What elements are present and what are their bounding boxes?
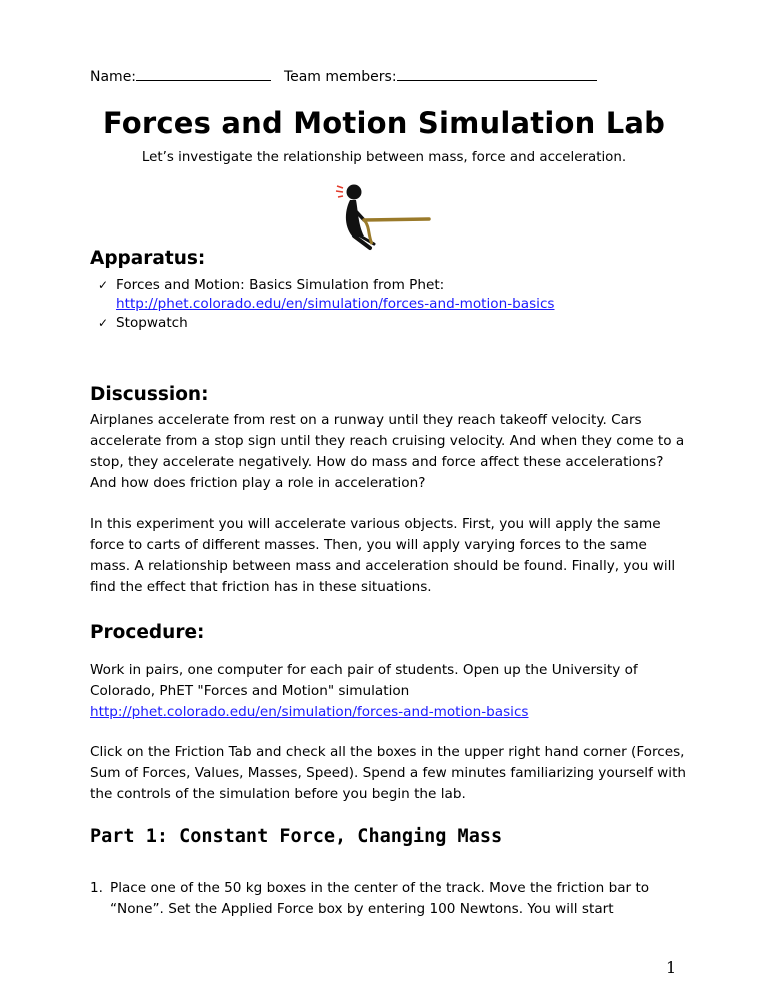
team-members-blank[interactable] — [397, 66, 597, 81]
name-blank[interactable] — [136, 66, 271, 81]
list-item — [90, 314, 690, 333]
discussion-paragraph-2: In this experiment you will accelerate various objects. First, you will apply the same force to carts of different masses. Then, you will apply varying forces to the same mass. A relationship between mass and acceleration should be found. Finally, you will find the effect that friction has in these situations. — [90, 516, 676, 595]
rope-icon — [364, 219, 429, 220]
discussion-heading: Discussion: — [90, 384, 209, 405]
page-subtitle: Let’s investigate the relationship between mass, force and acceleration. — [141, 150, 627, 165]
phet-simulation-link[interactable]: http://phet.colorado.edu/en/simulation/forces-and-motion-basics — [90, 704, 529, 720]
page-number: 1 — [666, 958, 677, 977]
procedure-paragraph-1 — [90, 660, 690, 723]
discussion-paragraph-1: Airplanes accelerate from rest on a runway until they reach takeoff velocity. Cars accelerate from a stop sign until they reach cruising velocity. And when they come to a stop, they accelerate negatively. How do mass and force affect these accelerations? And how does friction play a role in acceleration? — [90, 412, 685, 491]
apparatus-heading: Apparatus: — [90, 248, 206, 269]
apparatus-list — [90, 276, 690, 333]
team-members-label: Team members: — [283, 69, 397, 85]
name-label: Name: — [90, 69, 137, 85]
apparatus-item-text: Stopwatch — [116, 315, 188, 331]
figure-head-icon — [347, 185, 362, 200]
header-fields — [90, 66, 690, 85]
phet-simulation-link[interactable]: http://phet.colorado.edu/en/simulation/forces-and-motion-basics — [116, 296, 555, 312]
tug-figure-illustration — [334, 178, 434, 256]
checkmark-icon: ✓ — [98, 278, 109, 292]
procedure-heading: Procedure: — [90, 622, 205, 643]
procedure-paragraph-2: Click on the Friction Tab and check all the boxes in the upper right hand corner (Forces, Sum of Forces, Values, Masses, Speed). Spend a few minutes familiarizing yourself with the controls of the simulation before you begin the lab. — [90, 744, 687, 802]
procedure-paragraph-1-text: Work in pairs, one computer for each pair of students. Open up the University of Colorado, PhET "Forces and Motion" simulation — [90, 662, 638, 699]
list-item — [90, 276, 690, 314]
page-title: Forces and Motion Simulation Lab — [102, 106, 666, 140]
procedure-step-1 — [90, 878, 690, 920]
step-number: 1. — [90, 880, 103, 896]
step-text: Place one of the 50 kg boxes in the center of the track. Move the friction bar to “None”. Set the Applied Force box by entering 100 Newtons. You will start — [110, 880, 650, 917]
alarm-marks-icon — [336, 186, 343, 197]
checkmark-icon: ✓ — [98, 316, 109, 330]
apparatus-item-text: Forces and Motion: Basics Simulation from Phet: — [116, 277, 445, 293]
part1-heading: Part 1: Constant Force, Changing Mass — [90, 826, 503, 847]
